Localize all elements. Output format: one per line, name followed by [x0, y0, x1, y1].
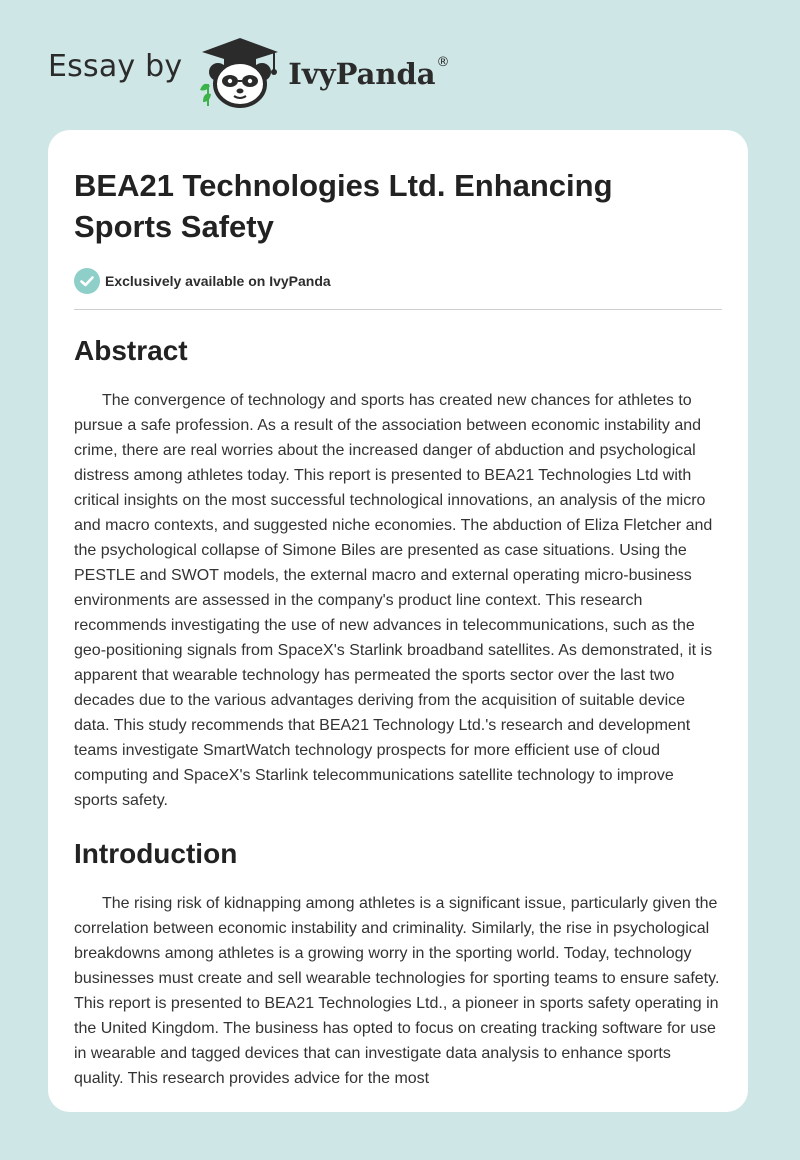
panda-graduate-logo-icon[interactable]	[194, 34, 286, 110]
ivypanda-brand-name[interactable]: IvyPanda	[288, 57, 436, 91]
check-circle-icon	[74, 268, 100, 294]
exclusive-badge	[74, 267, 722, 295]
abstract-section	[74, 334, 722, 813]
site-header	[48, 34, 450, 110]
exclusive-badge-text: Exclusively available on IvyPanda	[105, 273, 331, 289]
introduction-section	[74, 837, 722, 1091]
introduction-paragraph: The rising risk of kidnapping among athletes is a significant issue, particularly given the correlation between economic instability and criminality. Similarly, the rise in psychological breakdowns among athletes is a growing worry in the sporting world. Today, technology businesses must create and sell wearable technologies for sporting teams to ensure safety. This report is presented to BEA21 Technologies Ltd., a pioneer in sports safety operating in the United Kingdom. The business has opted to focus on creating tracking software for use in wearable and tagged devices that can investigate data analysis to enhance sports quality. This research provides advice for the most	[74, 895, 720, 1087]
essay-by-label: Essay by	[48, 48, 183, 84]
introduction-heading: Introduction	[74, 838, 238, 869]
registered-mark: ®	[436, 54, 450, 70]
title-divider	[74, 309, 722, 310]
abstract-heading: Abstract	[74, 335, 188, 366]
essay-title: BEA21 Technologies Ltd. Enhancing Sports Safety	[74, 168, 613, 244]
abstract-paragraph: The convergence of technology and sports has created new chances for athletes to pursue a safe profession. As a result of the association between economic instability and crime, there are real worries about the increased danger of abduction and psychological distress among athletes today. This report is presented to BEA21 Technologies Ltd with critical insights on the most successful technological innovations, an analysis of the micro and macro contexts, and suggested niche economies. The abduction of Eliza Fletcher and the psychological collapse of Simone Biles are presented as case situations. Using the PESTLE and SWOT models, the external macro and external operating micro-business environments are assessed in the company's product line context. This research recommends investigating the use of new advances in telecommunications, such as the geo-positioning signals from SpaceX's Starlink broadband satellites. As demonstrated, it is apparent that wearable technology has permeated the sports sector over the last two decades due to the various advantages deriving from the acquisition of suitable device data. This study recommends that BEA21 Technology Ltd.'s research and development teams investigate SmartWatch technology prospects for more efficient use of cloud computing and SpaceX's Starlink telecommunications satellite technology to improve sports safety.	[74, 392, 713, 809]
essay-card	[48, 130, 748, 1112]
